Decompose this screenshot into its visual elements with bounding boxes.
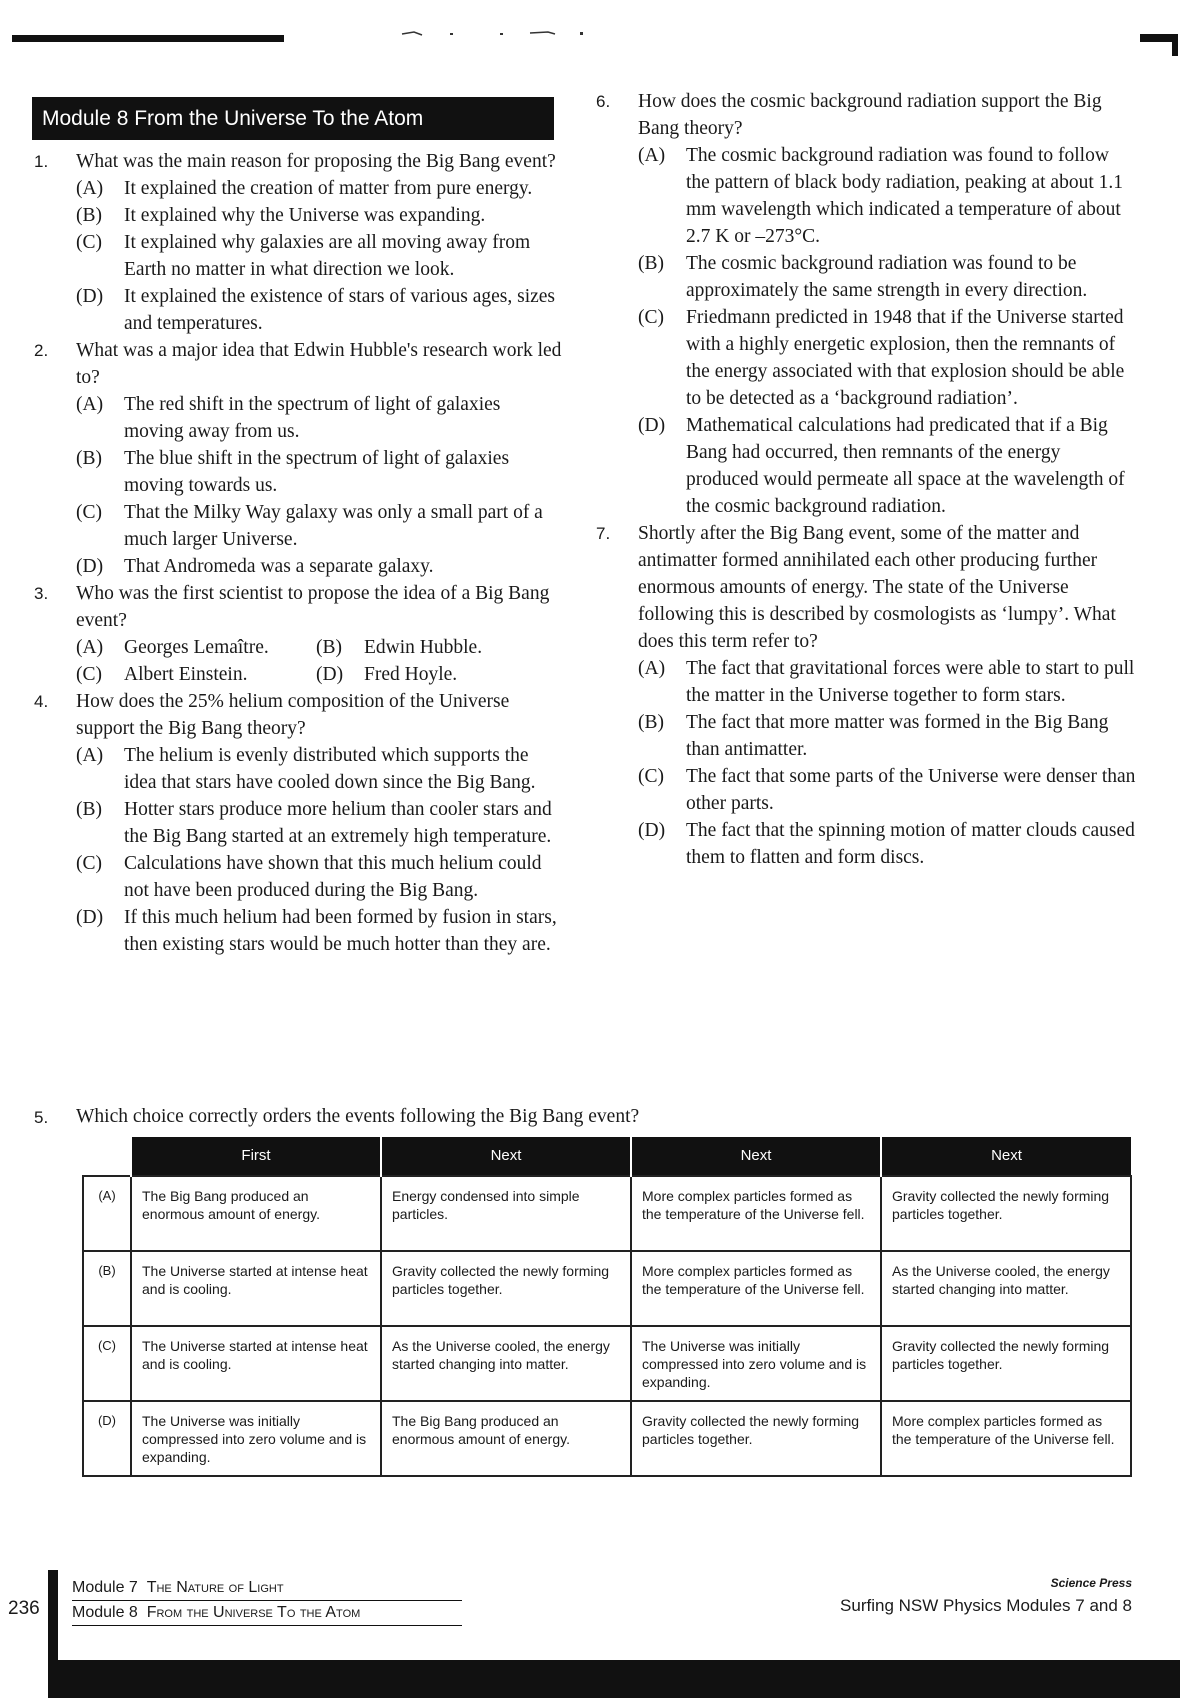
- question-number: 6.: [596, 92, 611, 111]
- page-number: 236: [8, 1598, 40, 1619]
- option-text: The red shift in the spectrum of light of galaxies moving away from us.: [124, 394, 501, 442]
- option-text: Hotter stars produce more helium than cooler stars and the Big Bang started at an extremely high temperature.: [124, 799, 552, 847]
- option-d[interactable]: [76, 553, 562, 580]
- option-letter: (D): [638, 415, 666, 436]
- option-text: The fact that some parts of the Universe were denser than other parts.: [686, 766, 1136, 814]
- option-c[interactable]: [76, 661, 316, 688]
- question-number: 3.: [34, 584, 49, 603]
- option-d[interactable]: [638, 412, 1136, 520]
- option-letter: (B): [76, 448, 102, 469]
- option-text: Albert Einstein.: [124, 664, 248, 685]
- option-letter: (A): [638, 658, 666, 679]
- column-header: Next: [881, 1137, 1131, 1176]
- table-cell: Energy condensed into simple particles.: [381, 1176, 631, 1251]
- table-row[interactable]: [83, 1251, 1131, 1326]
- option-a[interactable]: [76, 175, 562, 202]
- option-letter: (C): [76, 502, 102, 523]
- option-letter: (A): [638, 145, 666, 166]
- question-text: How does the 25% helium composition of the Universe support the Big Bang theory?: [76, 691, 510, 739]
- scan-marks: [400, 28, 600, 38]
- question-number: 1.: [34, 152, 49, 171]
- option-b[interactable]: [638, 709, 1136, 763]
- option-letter: (A): [76, 637, 104, 658]
- option-text: The helium is evenly distributed which supports the idea that stars have cooled down since the Big Bang.: [124, 745, 536, 793]
- corner-mark: [1140, 34, 1178, 42]
- option-text: Fred Hoyle.: [364, 664, 458, 685]
- option-text: That the Milky Way galaxy was only a small part of a much larger Universe.: [124, 502, 543, 550]
- table-cell: As the Universe cooled, the energy started changing into matter.: [881, 1251, 1131, 1326]
- table-cell: The Universe started at intense heat and is cooling.: [131, 1251, 381, 1326]
- table-cell: More complex particles formed as the temperature of the Universe fell.: [881, 1401, 1131, 1476]
- table-cell: The Universe was initially compressed into zero volume and is expanding.: [631, 1326, 881, 1401]
- table-cell: More complex particles formed as the temperature of the Universe fell.: [631, 1176, 881, 1251]
- option-letter: (B): [76, 205, 102, 226]
- question-7: [596, 520, 1136, 871]
- option-b[interactable]: [76, 796, 562, 850]
- option-letter: (B): [76, 799, 102, 820]
- option-b[interactable]: [76, 202, 562, 229]
- option-d[interactable]: [76, 904, 562, 958]
- option-a[interactable]: [638, 655, 1136, 709]
- option-text: Friedmann predicted in 1948 that if the Universe started with a highly energetic explosion, then the remnants of the energy associated with that explosion should be able to be detected as a ‘background radiation’.: [686, 307, 1125, 409]
- option-a[interactable]: [76, 634, 316, 661]
- table-cell: Gravity collected the newly forming particles together.: [881, 1176, 1131, 1251]
- option-text: The blue shift in the spectrum of light of galaxies moving towards us.: [124, 448, 510, 496]
- publisher-block: [840, 1576, 1132, 1616]
- module-title: Module 8 From the Universe To the Atom: [42, 107, 424, 130]
- question-text: Who was the first scientist to propose the idea of a Big Bang event?: [76, 583, 550, 631]
- footer-module-title: From the Universe To the Atom: [146, 1604, 361, 1621]
- question-text: Which choice correctly orders the events following the Big Bang event?: [76, 1106, 640, 1127]
- option-letter: (C): [76, 664, 102, 685]
- question-2: [34, 337, 562, 580]
- option-text: The cosmic background radiation was found to be approximately the same strength in every direction.: [686, 253, 1088, 301]
- footer-line-2: [72, 1601, 462, 1626]
- footer-module-prefix: Module 7: [72, 1579, 138, 1596]
- table-cell: The Universe was initially compressed into zero volume and is expanding.: [131, 1401, 381, 1476]
- option-text: It explained why the Universe was expanding.: [124, 205, 486, 226]
- option-letter: (D): [316, 664, 344, 685]
- option-letter: (A): [76, 178, 104, 199]
- table-cell: As the Universe cooled, the energy started changing into matter.: [381, 1326, 631, 1401]
- question-number: 4.: [34, 692, 49, 711]
- table-cell: Gravity collected the newly forming particles together.: [881, 1326, 1131, 1401]
- option-text: It explained the creation of matter from pure energy.: [124, 178, 533, 199]
- option-text: If this much helium had been formed by fusion in stars, then existing stars would be much hotter than they are.: [124, 907, 557, 955]
- right-column: [596, 88, 1136, 871]
- page-footer: [0, 1570, 1200, 1698]
- question-text: How does the cosmic background radiation support the Big Bang theory?: [638, 91, 1102, 139]
- option-text: That Andromeda was a separate galaxy.: [124, 556, 434, 577]
- question-number: 5.: [34, 1108, 49, 1127]
- option-letter: (D): [76, 907, 104, 928]
- question-1: [34, 148, 562, 337]
- question-4: [34, 688, 562, 958]
- row-letter: (D): [83, 1401, 131, 1476]
- option-d[interactable]: [76, 283, 562, 337]
- option-c[interactable]: [76, 229, 562, 283]
- footer-module-prefix: Module 8: [72, 1604, 138, 1621]
- option-d[interactable]: [316, 661, 556, 688]
- option-text: The fact that gravitational forces were able to start to pull the matter in the Universe together to form stars.: [686, 658, 1135, 706]
- option-c[interactable]: [638, 763, 1136, 817]
- table-cell: Gravity collected the newly forming particles together.: [631, 1401, 881, 1476]
- option-letter: (C): [76, 853, 102, 874]
- column-header: Next: [381, 1137, 631, 1176]
- option-c[interactable]: [76, 499, 562, 553]
- column-header: Next: [631, 1137, 881, 1176]
- table-cell: Gravity collected the newly forming particles together.: [381, 1251, 631, 1326]
- left-column: [34, 148, 562, 958]
- option-b[interactable]: [316, 634, 556, 661]
- row-letter: (A): [83, 1176, 131, 1251]
- table-row[interactable]: [83, 1176, 1131, 1251]
- option-text: Calculations have shown that this much helium could not have been produced during the Big Bang.: [124, 853, 542, 901]
- publisher-name: Science Press: [1050, 1576, 1132, 1590]
- table-row[interactable]: [83, 1326, 1131, 1401]
- option-letter: (B): [638, 712, 664, 733]
- option-d[interactable]: [638, 817, 1136, 871]
- question-number: 2.: [34, 341, 49, 360]
- option-text: The fact that the spinning motion of matter clouds caused them to flatten and form discs.: [686, 820, 1135, 868]
- option-a[interactable]: [638, 142, 1136, 250]
- option-row: [76, 634, 562, 661]
- option-letter: (B): [316, 637, 342, 658]
- option-text: The fact that more matter was formed in the Big Bang than antimatter.: [686, 712, 1109, 760]
- table-row[interactable]: [83, 1401, 1131, 1476]
- table-cell: The Big Bang produced an enormous amount of energy.: [131, 1176, 381, 1251]
- question-text: What was the main reason for proposing the Big Bang event?: [76, 151, 556, 172]
- option-text: The cosmic background radiation was found to follow the pattern of black body radiation, peaking at about 1.1 mm wavelength which indicated a temperature of about 2.7 K or –273°C.: [686, 145, 1123, 247]
- option-text: Georges Lemaître.: [124, 637, 269, 658]
- table-cell: The Universe started at intense heat and is cooling.: [131, 1326, 381, 1401]
- option-c[interactable]: [76, 850, 562, 904]
- option-letter: (A): [76, 394, 104, 415]
- header-blank: [83, 1137, 131, 1176]
- footer-bottom-bar: [48, 1660, 1180, 1698]
- question-text: Shortly after the Big Bang event, some of the matter and antimatter formed annihilated each other producing further enormous amounts of energy. The state of the Universe following this is described by cosmologists as ‘lumpy’. What does this term refer to?: [638, 523, 1116, 652]
- option-letter: (A): [76, 745, 104, 766]
- option-letter: (B): [638, 253, 664, 274]
- option-letter: (D): [638, 820, 666, 841]
- option-b[interactable]: [76, 445, 562, 499]
- question-6: [596, 88, 1136, 520]
- table-cell: More complex particles formed as the temperature of the Universe fell.: [631, 1251, 881, 1326]
- option-row: [76, 661, 562, 688]
- row-letter: (B): [83, 1251, 131, 1326]
- option-a[interactable]: [76, 391, 562, 445]
- row-letter: (C): [83, 1326, 131, 1401]
- option-letter: (C): [638, 307, 664, 328]
- option-text: Edwin Hubble.: [364, 637, 483, 658]
- book-title: Surfing NSW Physics Modules 7 and 8: [840, 1596, 1132, 1615]
- event-order-table: [82, 1137, 1132, 1477]
- question-number: 7.: [596, 524, 611, 543]
- column-header: First: [131, 1137, 381, 1176]
- question-5: [34, 1103, 1176, 1130]
- option-text: It explained why galaxies are all moving away from Earth no matter in what direction we look.: [124, 232, 531, 280]
- option-b[interactable]: [638, 250, 1136, 304]
- option-text: Mathematical calculations had predicated that if a Big Bang had occurred, then remnants of the energy produced would permeate all space at the wavelength of the cosmic background radiation.: [686, 415, 1125, 517]
- option-letter: (C): [638, 766, 664, 787]
- top-rule: [12, 35, 284, 42]
- table-header-row: [83, 1137, 1131, 1176]
- option-a[interactable]: [76, 742, 562, 796]
- footer-line-1: [72, 1576, 462, 1601]
- option-letter: (D): [76, 286, 104, 307]
- footer-module-lines: [72, 1576, 462, 1626]
- option-letter: (D): [76, 556, 104, 577]
- question-3: [34, 580, 562, 688]
- table-cell: The Big Bang produced an enormous amount of energy.: [381, 1401, 631, 1476]
- footer-module-title: The Nature of Light: [146, 1579, 284, 1596]
- option-c[interactable]: [638, 304, 1136, 412]
- option-text: It explained the existence of stars of various ages, sizes and temperatures.: [124, 286, 556, 334]
- module-title-bar: [32, 97, 554, 140]
- question-text: What was a major idea that Edwin Hubble's research work led to?: [76, 340, 562, 388]
- option-letter: (C): [76, 232, 102, 253]
